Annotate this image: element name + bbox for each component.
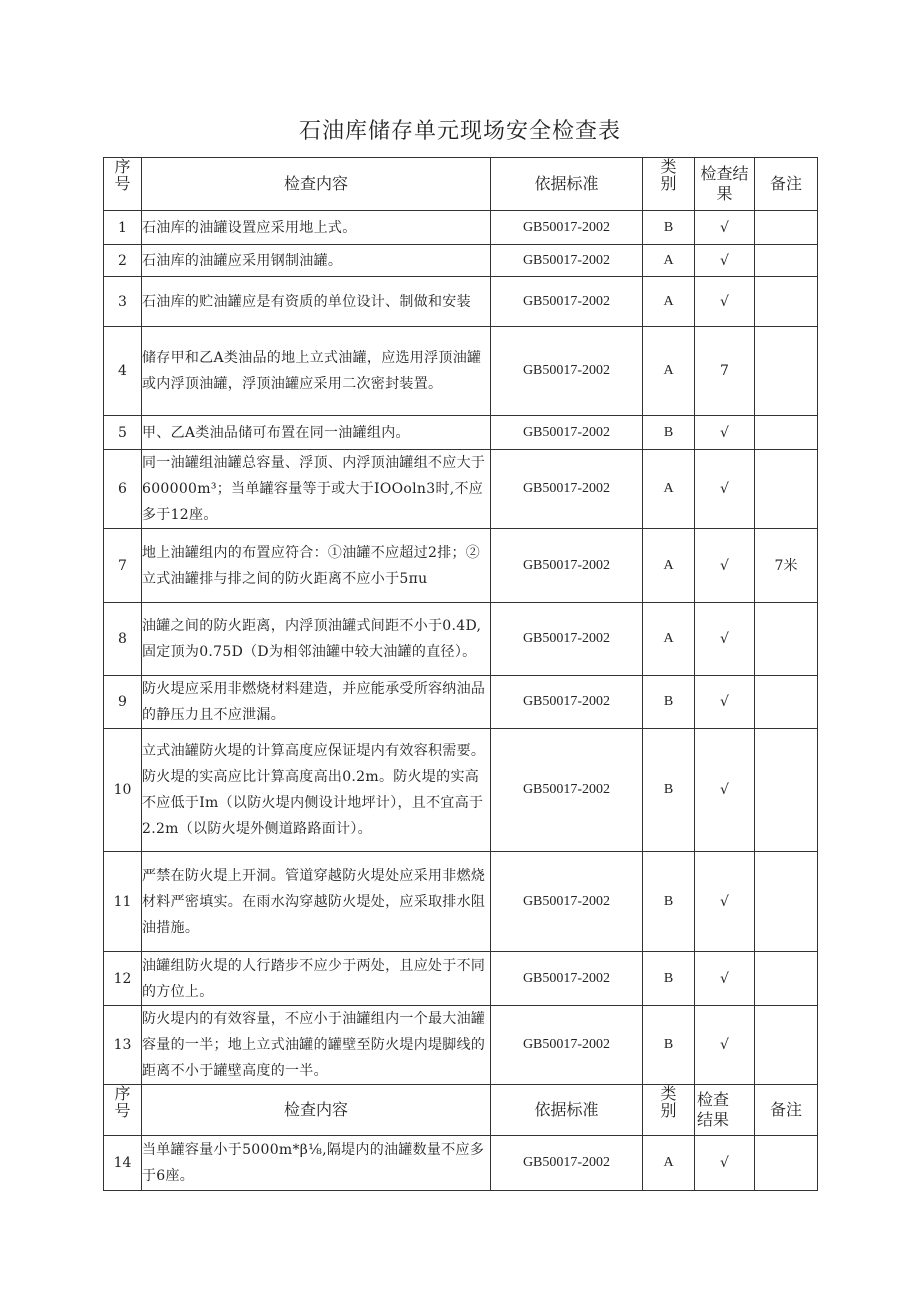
- row-result: √: [695, 729, 755, 852]
- row-note: [755, 729, 818, 852]
- row-content: 防火堤内的有效容量，不应小于油罐组内一个最大油罐容量的一半；地上立式油罐的罐壁至防火堤内堤脚线的距离不小于罐壁高度的一半。: [142, 1006, 491, 1085]
- row-content: 当单罐容量小于5000m*β⅛,隔堤内的油罐数量不应多于6座。: [142, 1136, 491, 1191]
- table-row: [104, 416, 818, 450]
- header-content: 检查内容: [142, 1085, 491, 1136]
- row-no: 2: [104, 245, 142, 277]
- table-row: [104, 676, 818, 729]
- row-standard: GB50017-2002: [491, 327, 643, 416]
- row-result: √: [695, 211, 755, 245]
- row-result: √: [695, 952, 755, 1006]
- row-content: 同一油罐组油罐总容量、浮顶、内浮顶油罐组不应大于600000m³；当单罐容量等于或大于IOOoln3时,不应多于12座。: [142, 450, 491, 529]
- row-content: 石油库的贮油罐应是有资质的单位设计、制做和安装: [142, 277, 491, 327]
- row-result: √: [695, 1136, 755, 1191]
- row-standard: GB50017-2002: [491, 952, 643, 1006]
- row-category: B: [643, 729, 695, 852]
- header-no: 序 号: [104, 1085, 142, 1136]
- row-category: B: [643, 676, 695, 729]
- row-note: [755, 676, 818, 729]
- row-standard: GB50017-2002: [491, 729, 643, 852]
- table-row: [104, 1006, 818, 1085]
- table-row: [104, 245, 818, 277]
- row-content: 甲、乙A类油品储可布置在同一油罐组内。: [142, 416, 491, 450]
- row-category: B: [643, 852, 695, 952]
- table-row: [104, 852, 818, 952]
- table-row: [104, 729, 818, 852]
- row-no: 8: [104, 603, 142, 676]
- table-row: [104, 603, 818, 676]
- header-standard: 依据标准: [491, 158, 643, 211]
- row-no: 12: [104, 952, 142, 1006]
- row-note: [755, 416, 818, 450]
- row-note: [755, 211, 818, 245]
- header-result: 检查 结果: [695, 1085, 755, 1136]
- header-category: 类 别: [643, 158, 695, 211]
- row-note: [755, 952, 818, 1006]
- row-note: [755, 603, 818, 676]
- row-content: 防火堤应采用非燃烧材料建造，并应能承受所容纳油品的静压力且不应泄漏。: [142, 676, 491, 729]
- header-note: 备注: [755, 158, 818, 211]
- row-no: 9: [104, 676, 142, 729]
- row-category: A: [643, 529, 695, 603]
- row-no: 14: [104, 1136, 142, 1191]
- table-row: [104, 327, 818, 416]
- row-category: B: [643, 416, 695, 450]
- row-content: 地上油罐组内的布置应符合：①油罐不应超过2排；②立式油罐排与排之间的防火距离不应小于5πu: [142, 529, 491, 603]
- table-row: [104, 211, 818, 245]
- row-category: A: [643, 450, 695, 529]
- row-no: 10: [104, 729, 142, 852]
- row-result: √: [695, 450, 755, 529]
- row-result: √: [695, 416, 755, 450]
- header-note: 备注: [755, 1085, 818, 1136]
- row-content: 油罐组防火堤的人行踏步不应少于两处，且应处于不同的方位上。: [142, 952, 491, 1006]
- row-result: √: [695, 603, 755, 676]
- row-standard: GB50017-2002: [491, 416, 643, 450]
- row-note: [755, 277, 818, 327]
- row-result: √: [695, 852, 755, 952]
- row-no: 11: [104, 852, 142, 952]
- row-standard: GB50017-2002: [491, 245, 643, 277]
- row-result: √: [695, 529, 755, 603]
- row-no: 4: [104, 327, 142, 416]
- row-result: 7: [695, 327, 755, 416]
- row-note: [755, 450, 818, 529]
- row-result: √: [695, 676, 755, 729]
- row-content: 油罐之间的防火距离，内浮顶油罐式间距不小于0.4D,固定顶为0.75D（D为相邻油罐中较大油罐的直径）。: [142, 603, 491, 676]
- row-category: A: [643, 1136, 695, 1191]
- row-category: B: [643, 952, 695, 1006]
- inspection-table: [103, 157, 818, 1191]
- row-standard: GB50017-2002: [491, 1006, 643, 1085]
- row-note: 7米: [755, 529, 818, 603]
- row-no: 13: [104, 1006, 142, 1085]
- header-result: 检查结 果: [695, 158, 755, 211]
- row-category: A: [643, 603, 695, 676]
- row-content: 立式油罐防火堤的计算高度应保证堤内有效容积需要。防火堤的实高应比计算高度高出0.2m。防火堤的实高不应低于Im（以防火堤内侧设计地坪计），且不宜高于2.2m（以防火堤外侧道路路面计）。: [142, 729, 491, 852]
- row-category: A: [643, 245, 695, 277]
- page-title: 石油库储存单元现场安全检查表: [298, 119, 621, 144]
- row-content: 石油库的油罐应采用钢制油罐。: [142, 245, 491, 277]
- row-category: B: [643, 1006, 695, 1085]
- row-content: 严禁在防火堤上开洞。管道穿越防火堤处应采用非燃烧材料严密填实。在雨水沟穿越防火堤处，应采取排水阻油措施。: [142, 852, 491, 952]
- row-no: 6: [104, 450, 142, 529]
- row-category: A: [643, 327, 695, 416]
- row-category: A: [643, 277, 695, 327]
- row-standard: GB50017-2002: [491, 211, 643, 245]
- header-content: 检查内容: [142, 158, 491, 211]
- table-row: [104, 1136, 818, 1191]
- row-no: 3: [104, 277, 142, 327]
- table-row: [104, 529, 818, 603]
- header-standard: 依据标准: [491, 1085, 643, 1136]
- header-category: 类 别: [643, 1085, 695, 1136]
- row-category: B: [643, 211, 695, 245]
- row-standard: GB50017-2002: [491, 603, 643, 676]
- row-no: 5: [104, 416, 142, 450]
- row-note: [755, 245, 818, 277]
- row-standard: GB50017-2002: [491, 676, 643, 729]
- row-standard: GB50017-2002: [491, 277, 643, 327]
- table-row: [104, 952, 818, 1006]
- row-note: [755, 327, 818, 416]
- row-result: √: [695, 245, 755, 277]
- row-content: 石油库的油罐设置应采用地上式。: [142, 211, 491, 245]
- table-row: [104, 450, 818, 529]
- table-header-row-repeat: [104, 1085, 818, 1136]
- row-standard: GB50017-2002: [491, 529, 643, 603]
- table-header-row: [104, 158, 818, 211]
- row-note: [755, 1006, 818, 1085]
- row-standard: GB50017-2002: [491, 852, 643, 952]
- row-standard: GB50017-2002: [491, 450, 643, 529]
- header-no: 序 号: [104, 158, 142, 211]
- row-content: 储存甲和乙A类油品的地上立式油罐，应选用浮顶油罐或内浮顶油罐，浮顶油罐应采用二次密封装置。: [142, 327, 491, 416]
- row-note: [755, 1136, 818, 1191]
- table-row: [104, 277, 818, 327]
- row-result: √: [695, 1006, 755, 1085]
- row-note: [755, 852, 818, 952]
- row-no: 7: [104, 529, 142, 603]
- row-standard: GB50017-2002: [491, 1136, 643, 1191]
- row-result: √: [695, 277, 755, 327]
- row-no: 1: [104, 211, 142, 245]
